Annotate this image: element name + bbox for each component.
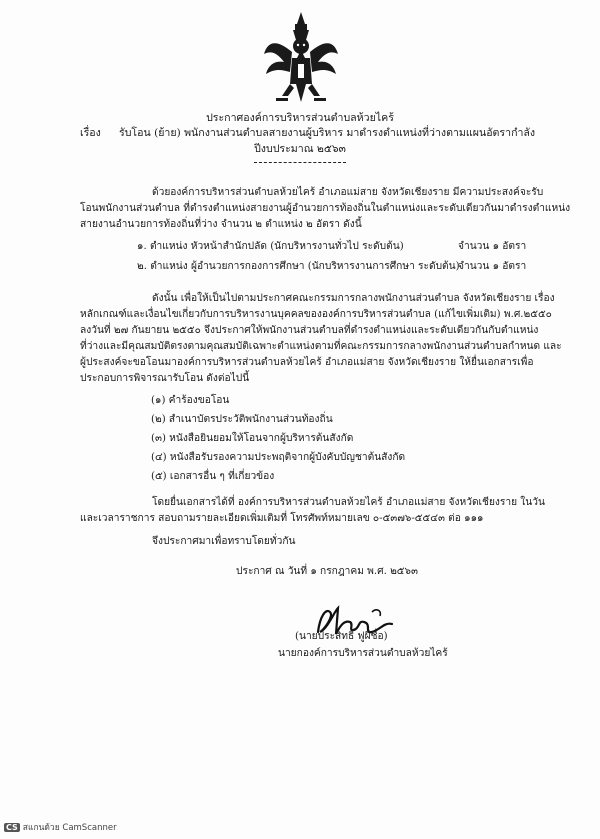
position-2: ๒. ตำแหน่ง ผู้อำนวยการกองการศึกษา (นักบริหารงานการศึกษา ระดับต้น) xyxy=(137,261,460,272)
document-item-4: (๔) หนังสือรับรองความประพฤติจากผู้บังคับบัญชาต้นสังกัด xyxy=(151,452,406,463)
closing-line: จึงประกาศมาเพื่อทราบโดยทั่วกัน xyxy=(152,536,296,547)
document-item-2: (๒) สำเนาบัตรประวัติพนักงานส่วนท้องถิ่น xyxy=(151,414,333,425)
position-2-qty: จำนวน ๑ อัตรา xyxy=(458,261,527,272)
para2-line3: ลงวันที่ ๒๗ กันยายน ๒๕๕๐ จึงประกาศให้พนักงานส่วนตำบลที่ดำรงตำแหน่งและระดับเดียวกันกับตำแหน่ง xyxy=(80,325,539,336)
announcement-title: ประกาศองค์การบริหารส่วนตำบลห้วยไคร้ xyxy=(206,112,394,124)
para1-line2: โอนพนักงานส่วนตำบล ที่ดำรงตำแหน่งสายงานผู้อำนวยการท้องถิ่นในตำแหน่งและระดับเดียวกันมาดำรงตำแหน่ง xyxy=(80,203,571,214)
scanner-text: สแกนด้วย CamScanner xyxy=(22,823,117,833)
para2-line4: ที่ว่างและมีคุณสมบัติตรงตามคุณสมบัติเฉพาะตำแหน่งตามที่คณะกรรมการกลางพนักงานส่วนตำบลกำหนด และ xyxy=(80,341,562,352)
para2-line6: ประกอบการพิจารณารับโอน ดังต่อไปนี้ xyxy=(80,373,250,384)
document-item-5: (๕) เอกสารอื่น ๆ ที่เกี่ยวข้อง xyxy=(151,471,275,482)
garuda-emblem-icon xyxy=(262,10,340,106)
signer-title: นายกองค์การบริหารส่วนตำบลห้วยไคร้ xyxy=(278,648,448,659)
signer-name: (นายประสิทธิ์ ฟูผีชื่อ) xyxy=(295,631,388,642)
scanner-watermark xyxy=(4,820,117,834)
subject-text: รับโอน (ย้าย) พนักงานส่วนตำบลสายงานผู้บริหาร มาดำรงตำแหน่งที่ว่างตามแผนอัตรากำลัง xyxy=(119,127,536,139)
para1-line1: ด้วยองค์การบริหารส่วนตำบลห้วยไคร้ อำเภอแม่สาย จังหวัดเชียงราย มีความประสงค์จะรับ xyxy=(152,187,544,198)
para1-line3: สายงานอำนวยการท้องถิ่นที่ว่าง จำนวน ๒ ตำแหน่ง ๒ อัตรา ดังนี้ xyxy=(80,219,362,230)
para2-line2: หลักเกณฑ์และเงื่อนไขเกี่ยวกับการบริหารงานบุคคลขององค์การบริหารส่วนตำบล (แก้ไขเพิ่มเติม) พ.ศ.๒๕๕๐ xyxy=(80,309,552,320)
document-item-1: (๑) คำร้องขอโอน xyxy=(151,395,230,406)
document-item-3: (๓) หนังสือยินยอมให้โอนจากผู้บริหารต้นสังกัด xyxy=(151,433,354,444)
subject-label: เรื่อง xyxy=(80,127,101,139)
budget-year: ปีงบประมาณ ๒๕๖๓ xyxy=(254,143,346,155)
para2-line5: ผู้ประสงค์จะขอโอนมาองค์การบริหารส่วนตำบลห้วยไคร้ อำเภอแม่สาย จังหวัดเชียงราย ให้ยื่นเอกสารเพื่อ xyxy=(80,357,534,368)
para3-line1: โดยยื่นเอกสารได้ที่ องค์การบริหารส่วนตำบลห้วยไคร้ อำเภอแม่สาย จังหวัดเชียงราย ในวัน xyxy=(152,497,545,508)
announcement-date: ประกาศ ณ วันที่ ๑ กรกฎาคม พ.ศ. ๒๕๖๓ xyxy=(236,566,418,577)
para3-line2: และเวลาราชการ สอบถามรายละเอียดเพิ่มเติมที่ โทรศัพท์หมายเลข ๐-๕๓๗๖-๕๕๔๓ ต่อ ๑๑๑ xyxy=(80,513,484,524)
title-divider xyxy=(254,162,346,163)
position-1: ๑. ตำแหน่ง หัวหน้าสำนักปลัด (นักบริหารงานทั่วไป ระดับต้น) xyxy=(137,241,404,252)
para2-line1: ดังนั้น เพื่อให้เป็นไปตามประกาศคณะกรรมการกลางพนักงานส่วนตำบล จังหวัดเชียงราย เรื่อง xyxy=(152,293,555,304)
position-1-qty: จำนวน ๑ อัตรา xyxy=(458,241,527,252)
camscanner-badge-icon: CS xyxy=(6,823,18,832)
